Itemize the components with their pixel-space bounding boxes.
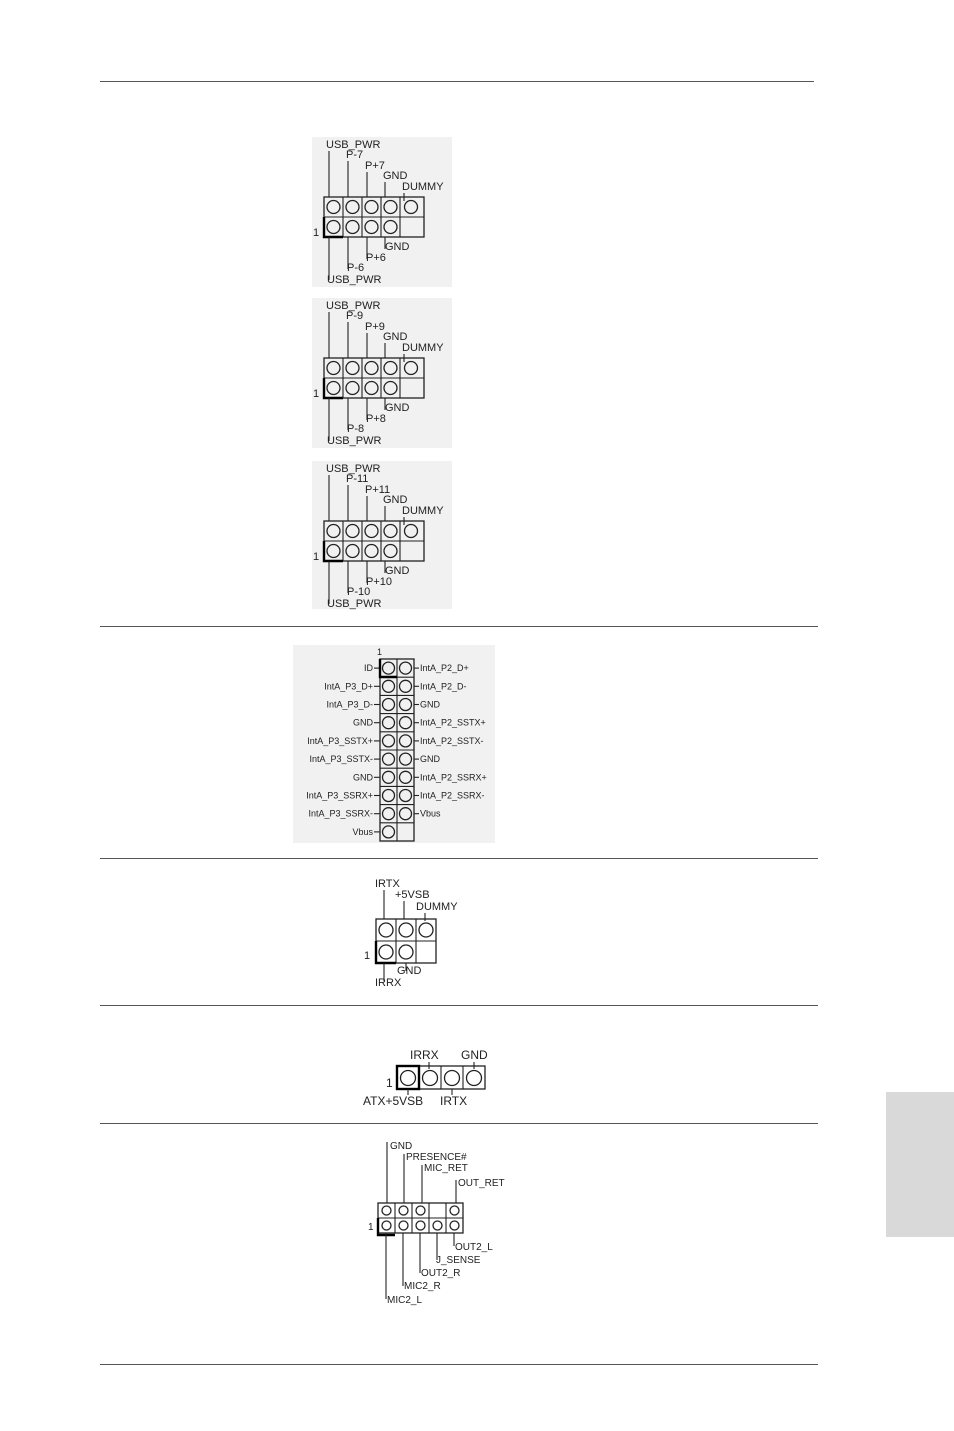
label-out-ret: OUT_RET bbox=[458, 1178, 505, 1189]
usb3-label-left: GND bbox=[353, 772, 373, 783]
top-rule bbox=[100, 81, 814, 82]
usb-header-2 bbox=[312, 298, 452, 448]
cir-header bbox=[360, 1045, 500, 1110]
usb3-label-left: IntA_P3_SSTX+ bbox=[307, 735, 373, 746]
label-gnd-top: GND bbox=[383, 494, 408, 506]
label-p-minus-bottom: P-8 bbox=[347, 423, 365, 435]
label-gnd-bottom: GND bbox=[385, 402, 410, 414]
rule-after-ir bbox=[100, 1005, 818, 1006]
pin1-marker: 1 bbox=[313, 551, 320, 563]
usb3-label-left: IntA_P3_D+ bbox=[324, 681, 373, 692]
bottom-rule bbox=[100, 1364, 818, 1365]
usb3-label-right: Vbus bbox=[420, 808, 441, 819]
label-usb-pwr-top: USB_PWR bbox=[326, 139, 381, 151]
label-usb-pwr-top: USB_PWR bbox=[326, 463, 381, 475]
rule-after-usb3 bbox=[100, 858, 818, 859]
label-irrx: IRRX bbox=[410, 1048, 439, 1062]
label-p-plus-bottom: P+10 bbox=[366, 576, 392, 588]
label-irrx: IRRX bbox=[375, 977, 402, 989]
usb3-label-left: IntA_P3_SSTX- bbox=[309, 754, 373, 765]
audio-header bbox=[365, 1138, 510, 1308]
label-mic2-l: MIC2_L bbox=[387, 1295, 423, 1306]
label-p-minus-top: P-11 bbox=[346, 473, 369, 485]
label-atx-5vsb: ATX+5VSB bbox=[363, 1094, 424, 1108]
usb3-label-right: IntA_P2_D+ bbox=[420, 663, 469, 674]
usb3-label-right: IntA_P2_SSRX+ bbox=[420, 772, 487, 783]
pin1-marker: 1 bbox=[364, 950, 371, 962]
label-presence: PRESENCE# bbox=[406, 1152, 467, 1163]
usb3-label-right: IntA_P2_SSTX+ bbox=[420, 717, 486, 728]
label-usb-pwr-bottom: USB_PWR bbox=[327, 435, 382, 447]
label-dummy: DUMMY bbox=[416, 901, 458, 913]
label-out2-r: OUT2_R bbox=[421, 1268, 461, 1279]
label-dummy: DUMMY bbox=[402, 342, 444, 354]
usb3-label-left: IntA_P3_SSRX- bbox=[308, 808, 373, 819]
label-p-plus-top: P+9 bbox=[365, 321, 385, 333]
usb3-label-right: IntA_P2_D- bbox=[420, 681, 467, 692]
label-gnd: GND bbox=[461, 1048, 488, 1062]
label-p-minus-top: P-7 bbox=[346, 149, 364, 161]
pin1-marker: 1 bbox=[377, 647, 383, 657]
label-irtx: IRTX bbox=[375, 878, 400, 890]
usb3-label-left: ID bbox=[364, 663, 373, 674]
usb3-header bbox=[293, 645, 495, 843]
label-p-plus-bottom: P+8 bbox=[366, 413, 386, 425]
label-p-minus-top: P-9 bbox=[346, 310, 364, 322]
label-p-plus-top: P+11 bbox=[365, 484, 391, 496]
rule-after-usb bbox=[100, 626, 818, 627]
usb3-label-left: Vbus bbox=[352, 826, 373, 837]
label-gnd: GND bbox=[397, 965, 422, 977]
usb3-label-right: IntA_P2_SSRX- bbox=[420, 790, 485, 801]
label-usb-pwr-bottom: USB_PWR bbox=[327, 598, 382, 610]
label-p-minus-bottom: P-10 bbox=[347, 586, 371, 598]
pin1-marker: 1 bbox=[386, 1076, 393, 1090]
label-p-plus-top: P+7 bbox=[365, 160, 385, 172]
pin1-marker: 1 bbox=[368, 1222, 374, 1233]
usb3-label-right: IntA_P2_SSTX- bbox=[420, 735, 484, 746]
label-gnd-top: GND bbox=[383, 170, 408, 182]
label-dummy: DUMMY bbox=[402, 505, 444, 517]
label-out2-l: OUT2_L bbox=[455, 1242, 493, 1253]
label-gnd: GND bbox=[390, 1141, 413, 1152]
usb3-label-left: IntA_P3_D- bbox=[326, 699, 373, 710]
ir-header bbox=[362, 875, 472, 993]
label-gnd-bottom: GND bbox=[385, 241, 410, 253]
usb3-label-left: IntA_P3_SSRX+ bbox=[306, 790, 373, 801]
rule-after-cir bbox=[100, 1123, 818, 1124]
label-gnd-bottom: GND bbox=[385, 565, 410, 577]
usb3-label-right: GND bbox=[420, 754, 440, 765]
usb-header-1 bbox=[312, 137, 452, 287]
label-p-minus-bottom: P-6 bbox=[347, 262, 365, 274]
side-language-tab bbox=[886, 1092, 954, 1237]
usb3-label-right: GND bbox=[420, 699, 440, 710]
label-p-plus-bottom: P+6 bbox=[366, 252, 386, 264]
usb-header-3 bbox=[312, 461, 452, 611]
label-gnd-top: GND bbox=[383, 331, 408, 343]
label-usb-pwr-bottom: USB_PWR bbox=[327, 274, 382, 286]
pin1-marker: 1 bbox=[313, 388, 320, 400]
label-dummy: DUMMY bbox=[402, 181, 444, 193]
label-usb-pwr-top: USB_PWR bbox=[326, 300, 381, 312]
pin1-marker: 1 bbox=[313, 227, 320, 239]
label-5vsb: +5VSB bbox=[395, 889, 430, 901]
label-mic-ret: MIC_RET bbox=[424, 1163, 468, 1174]
label-j-sense: J_SENSE bbox=[436, 1255, 481, 1266]
label-mic2-r: MIC2_R bbox=[404, 1281, 441, 1292]
usb3-label-left: GND bbox=[353, 717, 373, 728]
label-irtx: IRTX bbox=[440, 1094, 468, 1108]
